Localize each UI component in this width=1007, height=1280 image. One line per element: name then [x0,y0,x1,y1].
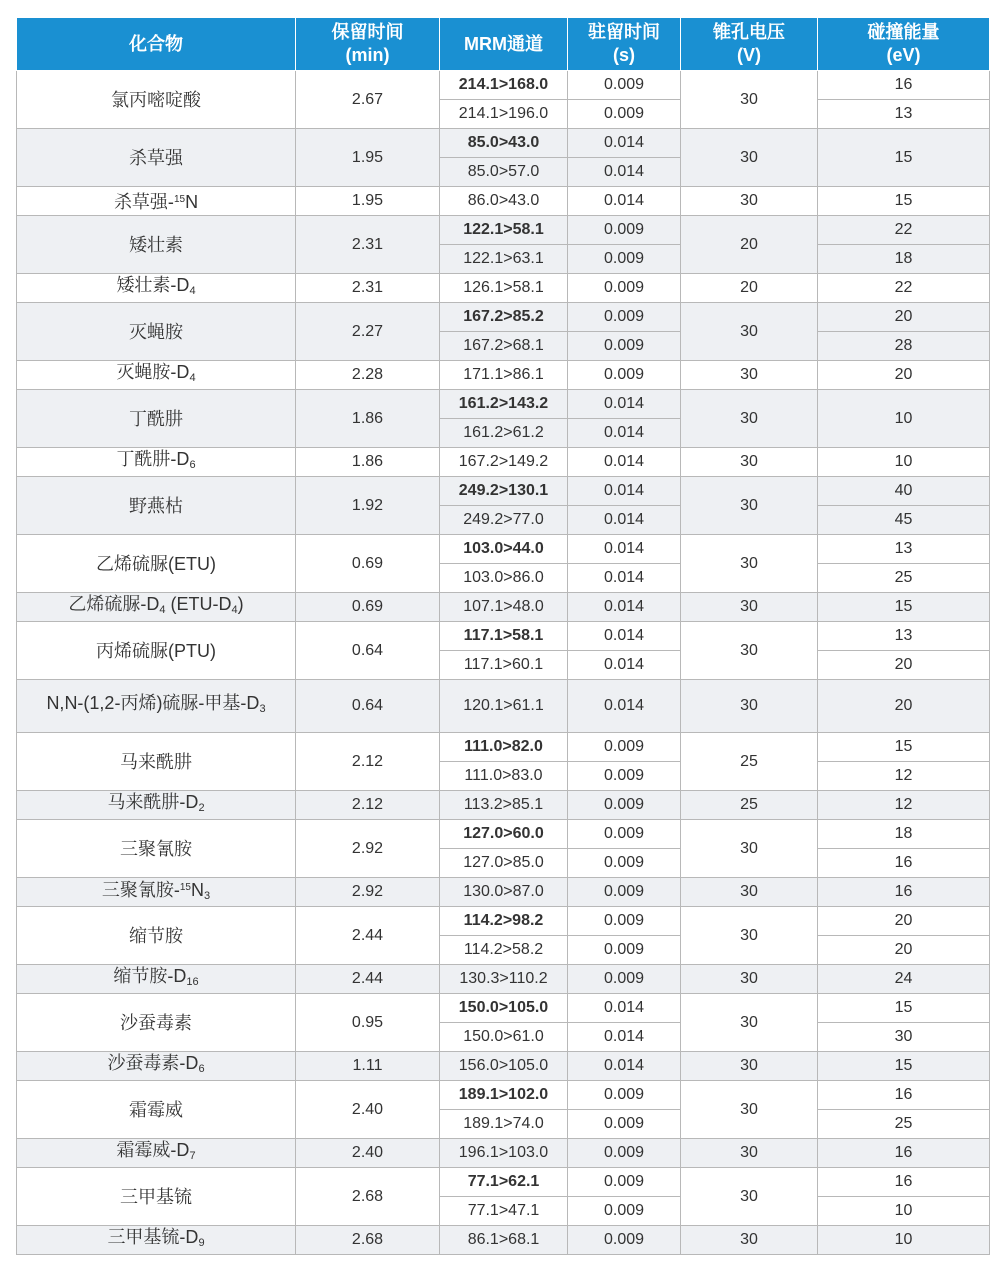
mrm-channel: 249.2>130.1 [440,477,568,506]
dwell-time: 0.014 [568,994,681,1023]
compound-name-text: 灭蝇胺-D [116,362,190,382]
mrm-channel: 85.0>57.0 [440,158,568,187]
cone-voltage: 20 [681,216,818,274]
compound-name [17,1081,296,1139]
table-row [17,216,990,245]
compound-name [17,680,296,733]
mrm-channel: 77.1>62.1 [440,1168,568,1197]
dwell-time: 0.009 [568,1168,681,1197]
collision-energy: 18 [818,820,990,849]
dwell-time: 0.009 [568,907,681,936]
retention-time: 2.92 [296,820,440,878]
retention-time: 2.40 [296,1081,440,1139]
compound-name-text: 灭蝇胺 [129,321,183,342]
retention-time: 1.92 [296,477,440,535]
mrm-channel: 189.1>102.0 [440,1081,568,1110]
retention-time: 2.67 [296,71,440,129]
compound-name-text: 杀草强- [113,192,174,212]
cone-voltage: 30 [681,680,818,733]
dwell-time: 0.014 [568,506,681,535]
compound-name-text: 沙蚕毒素-D [107,1053,199,1073]
cone-voltage: 30 [681,187,818,216]
mrm-channel: 117.1>60.1 [440,651,568,680]
compound-name-text: ) [237,594,244,614]
retention-time: 2.40 [296,1139,440,1168]
compound-name-text: 丁酰肼-D [116,449,190,469]
dwell-time: 0.009 [568,1226,681,1255]
cone-voltage: 30 [681,907,818,965]
retention-time: 2.31 [296,274,440,303]
mrm-channel: 113.2>85.1 [440,791,568,820]
mrm-channel: 122.1>58.1 [440,216,568,245]
retention-time: 2.44 [296,907,440,965]
compound-name-text: N,N-(1,2-丙烯)硫脲-甲基-D [46,693,260,713]
compound-name [17,274,296,303]
retention-time: 2.44 [296,965,440,994]
compound-name-text: N [191,880,204,900]
compound-name [17,593,296,622]
compound-name [17,820,296,878]
dwell-time: 0.009 [568,274,681,303]
cone-voltage: 30 [681,994,818,1052]
table-row [17,448,990,477]
table-row [17,965,990,994]
compound-name [17,994,296,1052]
mrm-channel: 111.0>82.0 [440,733,568,762]
collision-energy: 13 [818,535,990,564]
cone-voltage: 30 [681,129,818,187]
cone-voltage: 30 [681,1139,818,1168]
dwell-time: 0.009 [568,216,681,245]
compound-name [17,187,296,216]
compound-name [17,1052,296,1081]
compound-name-isotope: 4 [189,372,196,384]
compound-name [17,622,296,680]
retention-time: 0.69 [296,593,440,622]
mrm-channel: 167.2>68.1 [440,332,568,361]
compound-name [17,791,296,820]
compound-name-text: 矮壮素-D [116,275,190,295]
mrm-channel: 189.1>74.0 [440,1110,568,1139]
compound-name-text: 丁酰肼 [129,408,183,429]
compound-name [17,361,296,390]
table-row [17,129,990,158]
dwell-time: 0.009 [568,965,681,994]
collision-energy: 15 [818,994,990,1023]
compound-name-isotope: 16 [186,976,199,988]
mrm-channel: 107.1>48.0 [440,593,568,622]
collision-energy: 25 [818,1110,990,1139]
compound-name-text: 缩节胺 [129,925,183,946]
compound-name-text: 三甲基锍-D [107,1227,199,1247]
mrm-channel: 249.2>77.0 [440,506,568,535]
dwell-time: 0.014 [568,593,681,622]
compound-name-isotope: 3 [259,703,266,715]
table-row [17,187,990,216]
mrm-channel: 150.0>105.0 [440,994,568,1023]
cone-voltage: 30 [681,1226,818,1255]
collision-energy: 16 [818,71,990,100]
cone-voltage: 30 [681,965,818,994]
header-mrm-channel: MRM通道 [440,18,568,71]
mrm-channel: 126.1>58.1 [440,274,568,303]
table-row [17,878,990,907]
compound-name [17,1168,296,1226]
retention-time: 2.27 [296,303,440,361]
mrm-channel: 214.1>168.0 [440,71,568,100]
compound-name [17,535,296,593]
compound-name-isotope: 4 [159,604,166,616]
collision-energy: 13 [818,622,990,651]
dwell-time: 0.009 [568,245,681,274]
table-row [17,680,990,733]
compound-name-isotope: 6 [189,459,196,471]
dwell-time: 0.009 [568,820,681,849]
collision-energy: 22 [818,216,990,245]
retention-time: 2.68 [296,1226,440,1255]
collision-energy: 16 [818,1168,990,1197]
dwell-time: 0.009 [568,1197,681,1226]
mrm-channel: 86.1>68.1 [440,1226,568,1255]
compound-name-isotope: 9 [198,1237,205,1249]
cone-voltage: 30 [681,593,818,622]
dwell-time: 0.009 [568,791,681,820]
collision-energy: 15 [818,187,990,216]
compound-name [17,965,296,994]
dwell-time: 0.014 [568,129,681,158]
mrm-channel: 130.3>110.2 [440,965,568,994]
mrm-channel: 85.0>43.0 [440,129,568,158]
compound-name-text: 三聚氰胺 [120,838,192,859]
retention-time: 0.64 [296,680,440,733]
compound-name [17,303,296,361]
mrm-channel: 127.0>60.0 [440,820,568,849]
compound-name-text: 乙烯硫脲(ETU) [96,553,216,574]
retention-time: 1.11 [296,1052,440,1081]
compound-name-text: (ETU-D [165,594,232,614]
compound-name-text: 沙蚕毒素 [120,1012,192,1033]
collision-energy: 16 [818,849,990,878]
collision-energy: 20 [818,303,990,332]
retention-time: 0.64 [296,622,440,680]
dwell-time: 0.009 [568,71,681,100]
mrm-parameters-table [16,17,990,1255]
compound-name-text: 三甲基锍 [120,1186,192,1207]
table-row [17,477,990,506]
compound-name [17,448,296,477]
collision-energy: 25 [818,564,990,593]
dwell-time: 0.009 [568,332,681,361]
collision-energy: 10 [818,390,990,448]
dwell-time: 0.014 [568,477,681,506]
mrm-channel: 114.2>98.2 [440,907,568,936]
compound-name-text: 马来酰肼-D [107,792,199,812]
table-row [17,71,990,100]
mrm-channel: 117.1>58.1 [440,622,568,651]
dwell-time: 0.009 [568,100,681,129]
mrm-channel: 103.0>44.0 [440,535,568,564]
collision-energy: 20 [818,361,990,390]
table-row [17,303,990,332]
compound-name-text: 霜霉威 [129,1099,183,1120]
compound-name-isotope: 15 [173,194,186,205]
collision-energy: 15 [818,733,990,762]
compound-name-text: 杀草强 [129,147,183,168]
mrm-channel: 86.0>43.0 [440,187,568,216]
dwell-time: 0.014 [568,564,681,593]
cone-voltage: 20 [681,274,818,303]
retention-time: 2.92 [296,878,440,907]
mrm-channel: 156.0>105.0 [440,1052,568,1081]
cone-voltage: 25 [681,733,818,791]
retention-time: 0.69 [296,535,440,593]
retention-time: 2.12 [296,733,440,791]
compound-name-text: 乙烯硫脲-D [68,594,160,614]
collision-energy: 20 [818,907,990,936]
dwell-time: 0.014 [568,1052,681,1081]
collision-energy: 24 [818,965,990,994]
table-row [17,1081,990,1110]
retention-time: 1.86 [296,448,440,477]
mrm-channel: 122.1>63.1 [440,245,568,274]
table-row [17,1168,990,1197]
table-row [17,1226,990,1255]
compound-name [17,216,296,274]
dwell-time: 0.009 [568,303,681,332]
mrm-channel: 171.1>86.1 [440,361,568,390]
retention-time: 2.12 [296,791,440,820]
table-row [17,535,990,564]
compound-name [17,733,296,791]
cone-voltage: 30 [681,1168,818,1226]
compound-name-isotope: 4 [189,285,196,297]
mrm-channel: 77.1>47.1 [440,1197,568,1226]
mrm-channel: 130.0>87.0 [440,878,568,907]
mrm-channel: 214.1>196.0 [440,100,568,129]
collision-energy: 16 [818,1081,990,1110]
collision-energy: 12 [818,762,990,791]
collision-energy: 15 [818,593,990,622]
dwell-time: 0.014 [568,651,681,680]
dwell-time: 0.014 [568,158,681,187]
table-row [17,994,990,1023]
retention-time: 2.28 [296,361,440,390]
compound-name [17,878,296,907]
compound-name [17,129,296,187]
collision-energy: 22 [818,274,990,303]
header-cone-voltage: 锥孔电压 (V) [681,18,818,71]
cone-voltage: 30 [681,1081,818,1139]
dwell-time: 0.014 [568,1023,681,1052]
table-row [17,622,990,651]
cone-voltage: 30 [681,820,818,878]
compound-name-isotope: 7 [189,1150,196,1162]
dwell-time: 0.009 [568,1081,681,1110]
compound-name [17,477,296,535]
dwell-time: 0.009 [568,849,681,878]
cone-voltage: 30 [681,535,818,593]
compound-name-text: 三聚氰胺- [101,880,180,900]
retention-time: 1.86 [296,390,440,448]
compound-name-text: 矮壮素 [129,234,183,255]
cone-voltage: 30 [681,361,818,390]
mrm-parameters-table-container [16,17,989,1255]
table-row [17,361,990,390]
header-row [17,18,990,71]
compound-name [17,1139,296,1168]
compound-name [17,907,296,965]
header-compound: 化合物 [17,18,296,71]
dwell-time: 0.014 [568,535,681,564]
mrm-channel: 120.1>61.1 [440,680,568,733]
compound-name-isotope: 15 [179,882,191,893]
mrm-channel: 161.2>143.2 [440,390,568,419]
cone-voltage: 30 [681,390,818,448]
compound-name-text: N [185,192,199,212]
dwell-time: 0.009 [568,936,681,965]
mrm-channel: 150.0>61.0 [440,1023,568,1052]
cone-voltage: 25 [681,791,818,820]
table-row [17,907,990,936]
dwell-time: 0.009 [568,361,681,390]
retention-time: 1.95 [296,187,440,216]
mrm-channel: 114.2>58.2 [440,936,568,965]
dwell-time: 0.009 [568,1110,681,1139]
collision-energy: 16 [818,878,990,907]
table-row [17,274,990,303]
table-row [17,1052,990,1081]
dwell-time: 0.009 [568,1139,681,1168]
mrm-channel: 103.0>86.0 [440,564,568,593]
compound-name-text: 丙烯硫脲(PTU) [96,640,216,661]
table-row [17,791,990,820]
compound-name-isotope: 3 [204,890,211,902]
retention-time: 2.68 [296,1168,440,1226]
mrm-channel: 167.2>149.2 [440,448,568,477]
retention-time: 1.95 [296,129,440,187]
cone-voltage: 30 [681,878,818,907]
collision-energy: 15 [818,1052,990,1081]
collision-energy: 10 [818,448,990,477]
compound-name [17,1226,296,1255]
compound-name [17,390,296,448]
collision-energy: 13 [818,100,990,129]
compound-name-text: 野燕枯 [129,495,183,516]
compound-name-text: 马来酰肼 [120,751,192,772]
compound-name-isotope: 2 [198,802,205,814]
retention-time: 0.95 [296,994,440,1052]
cone-voltage: 30 [681,71,818,129]
mrm-channel: 111.0>83.0 [440,762,568,791]
compound-name-text: 氯丙嘧啶酸 [111,89,201,110]
table-row [17,390,990,419]
table-body [17,71,990,1255]
collision-energy: 10 [818,1226,990,1255]
compound-name [17,71,296,129]
table-row [17,1139,990,1168]
header-collision-energy: 碰撞能量 (eV) [818,18,990,71]
mrm-channel: 127.0>85.0 [440,849,568,878]
dwell-time: 0.014 [568,187,681,216]
table-row [17,593,990,622]
collision-energy: 18 [818,245,990,274]
compound-name-text: 霜霉威-D [116,1140,190,1160]
cone-voltage: 30 [681,477,818,535]
collision-energy: 20 [818,936,990,965]
dwell-time: 0.014 [568,622,681,651]
retention-time: 2.31 [296,216,440,274]
collision-energy: 30 [818,1023,990,1052]
dwell-time: 0.014 [568,390,681,419]
cone-voltage: 30 [681,448,818,477]
compound-name-isotope: 4 [231,604,238,616]
compound-name-text: 缩节胺-D [113,966,187,986]
collision-energy: 12 [818,791,990,820]
cone-voltage: 30 [681,303,818,361]
mrm-channel: 196.1>103.0 [440,1139,568,1168]
header-retention-time: 保留时间 (min) [296,18,440,71]
mrm-channel: 167.2>85.2 [440,303,568,332]
dwell-time: 0.014 [568,448,681,477]
collision-energy: 28 [818,332,990,361]
compound-name-isotope: 6 [198,1063,205,1075]
collision-energy: 15 [818,129,990,187]
header-dwell-time: 驻留时间 (s) [568,18,681,71]
dwell-time: 0.009 [568,733,681,762]
cone-voltage: 30 [681,1052,818,1081]
cone-voltage: 30 [681,622,818,680]
collision-energy: 10 [818,1197,990,1226]
collision-energy: 16 [818,1139,990,1168]
collision-energy: 40 [818,477,990,506]
dwell-time: 0.009 [568,878,681,907]
dwell-time: 0.014 [568,419,681,448]
collision-energy: 20 [818,680,990,733]
dwell-time: 0.009 [568,762,681,791]
table-row [17,733,990,762]
collision-energy: 45 [818,506,990,535]
mrm-channel: 161.2>61.2 [440,419,568,448]
table-row [17,820,990,849]
dwell-time: 0.014 [568,680,681,733]
collision-energy: 20 [818,651,990,680]
